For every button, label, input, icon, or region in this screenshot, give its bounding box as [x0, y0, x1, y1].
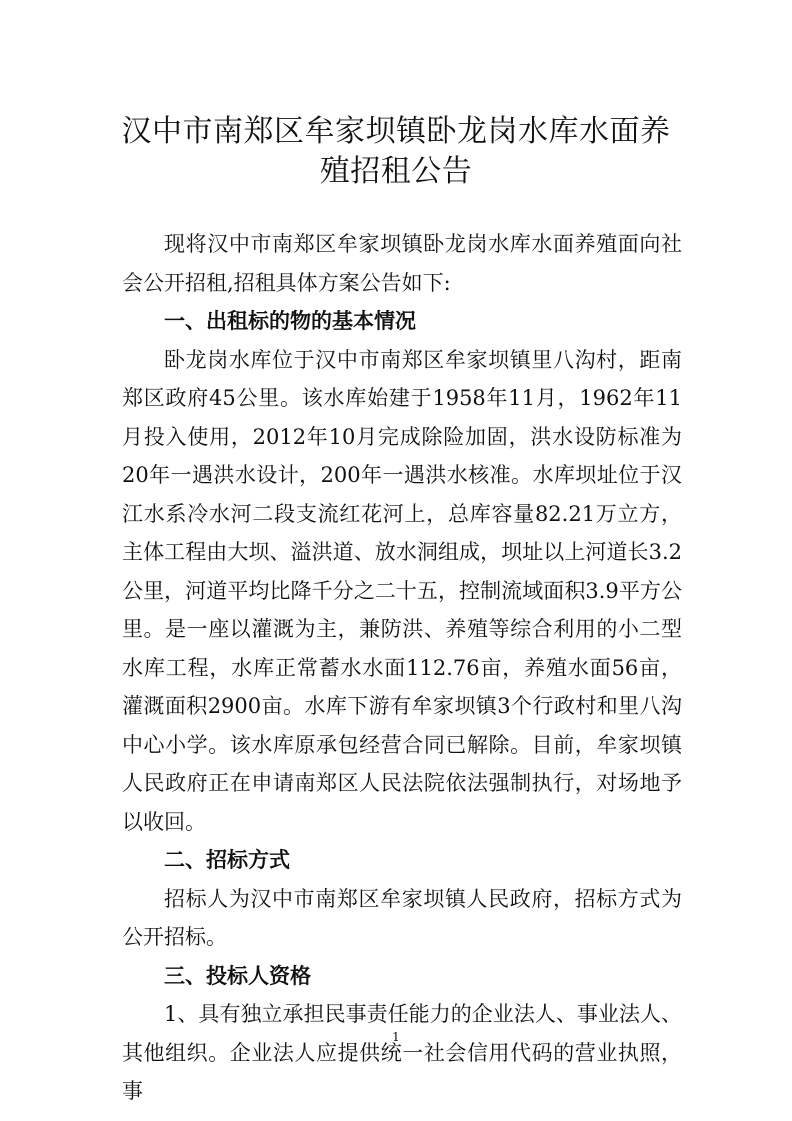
- document-body: [122, 225, 682, 1111]
- section-2-heading: 二、招标方式: [164, 848, 290, 872]
- page-number: 1: [392, 1030, 400, 1044]
- document-title: [110, 112, 682, 192]
- intro-paragraph: 现将汉中市南郑区牟家坝镇卧龙岗水库水面养殖面向社会公开招租,招租具体方案公告如下:: [122, 232, 682, 295]
- section-1-paragraph: 卧龙岗水库位于汉中市南郑区牟家坝镇里八沟村，距南郑区政府45公里。该水库始建于1958年11月，1962年11月投入使用，2012年10月完成除险加固，洪水设防标准为20年一遇洪水设计，200年一遇洪水核准。水库坝址位于汉江水系冷水河二段支流红花河上，总库容量82.21万立方，主体工程由大坝、溢洪道、放水洞组成，坝址以上河道长3.2公里，河道平均比降千分之二十五，控制流域面积3.9平方公里。是一座以灌溉为主，兼防洪、养殖等综合利用的小二型水库工程，水库正常蓄水水面112.76亩，养殖水面56亩，灌溉面积2900亩。水库下游有牟家坝镇3个行政村和里八沟中心小学。该水库原承包经营合同已解除。目前，牟家坝镇人民政府正在申请南郑区人民法院依法强制执行，对场地予以收回。: [122, 347, 682, 834]
- title-line-1: 汉中市南郑区牟家坝镇卧龙岗水库水面养: [121, 114, 671, 149]
- title-line-2: 殖招租公告: [319, 154, 473, 189]
- section-3-heading: 三、投标人资格: [164, 963, 311, 988]
- section-2-paragraph: 招标人为汉中市南郑区牟家坝镇人民政府，招标方式为公开招标。: [122, 886, 682, 949]
- section-3-item-1: 1、具有独立承担民事责任能力的企业法人、事业法人、其他组织。企业法人应提供统一社会信用代码的营业执照，事: [122, 1002, 682, 1103]
- section-1-heading: 一、出租标的物的基本情况: [164, 309, 416, 333]
